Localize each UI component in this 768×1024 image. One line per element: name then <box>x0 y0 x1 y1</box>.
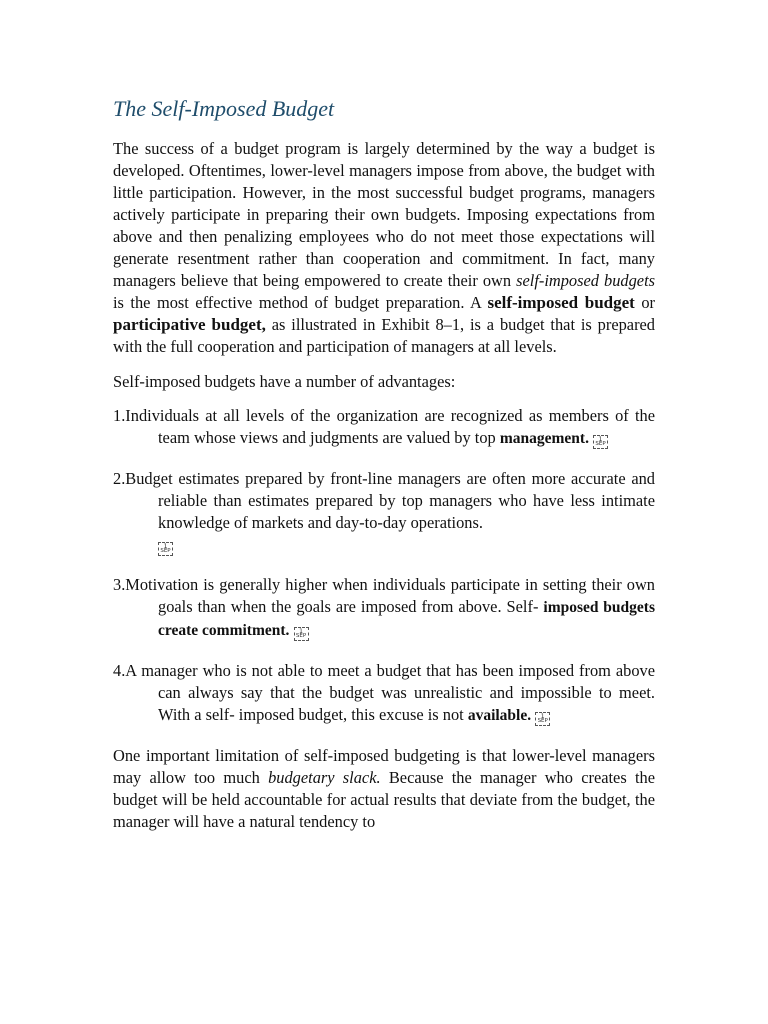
term-self-imposed-budgets: self-imposed budgets <box>516 271 656 290</box>
paragraph-limitation: One important limitation of self-imposed budgeting is that lower-level managers may allow too much budgetary slack. Because the manager who creates the budget will be held accountable for actual results that deviate from the budget, the manager will have a natural tendency to <box>113 746 655 831</box>
list-item-3: 3.Motivation is generally higher when individuals participate in setting their own goals than when the goals are imposed from above. Self- imposed budgets create commitment. 1 SEP <box>113 575 655 639</box>
term-participative-budget: participative budget, <box>113 315 266 334</box>
sep-marker-icon: 1 SEP <box>158 542 173 556</box>
page-title: The Self-Imposed Budget <box>113 96 335 121</box>
sep-marker-icon: 1 SEP <box>535 712 550 726</box>
term-budgetary-slack: budgetary slack. <box>268 768 381 787</box>
term-self-imposed-budget: self-imposed budget <box>487 293 635 312</box>
list-item-1: 1.Individuals at all levels of the organization are recognized as members of the team whose views and judgments are valued by top management. 1 SEP <box>113 406 655 447</box>
paragraph-self-imposed-budget: The success of a budget program is largely determined by the way a budget is developed. Oftentimes, lower-level managers impose from above, the budget with little participation. However, in the most successful budget programs, managers actively participate in preparing their own budgets. Imposing expectations from above and then penalizing employees who do not meet those expectations will generate resentment rather than cooperation and commitment. In fact, many managers believe that being empowered to create their own self-imposed budgets is the most effective method of budget preparation. A self-imposed budget or participative budget, as illustrated in Exhibit 8–1, is a budget that is prepared with the full cooperation and participation of managers at all levels. <box>113 139 656 356</box>
list-item-2: 2.Budget estimates prepared by front-line managers are often more accurate and reliable than estimates prepared by top managers who have less intimate knowledge of markets and day-to-day operations. 1 SEP <box>113 469 655 554</box>
sep-marker-icon: 1 SEP <box>294 627 309 641</box>
list-item-4: 4.A manager who is not able to meet a budget that has been imposed from above can always say that the budget was unrealistic and impossible to meet. With a self- imposed budget, this excuse is not available. 1 SEP <box>113 661 655 724</box>
advantages-intro: Self-imposed budgets have a number of advantages: <box>113 372 456 391</box>
sep-marker-icon: 1 SEP <box>593 435 608 449</box>
